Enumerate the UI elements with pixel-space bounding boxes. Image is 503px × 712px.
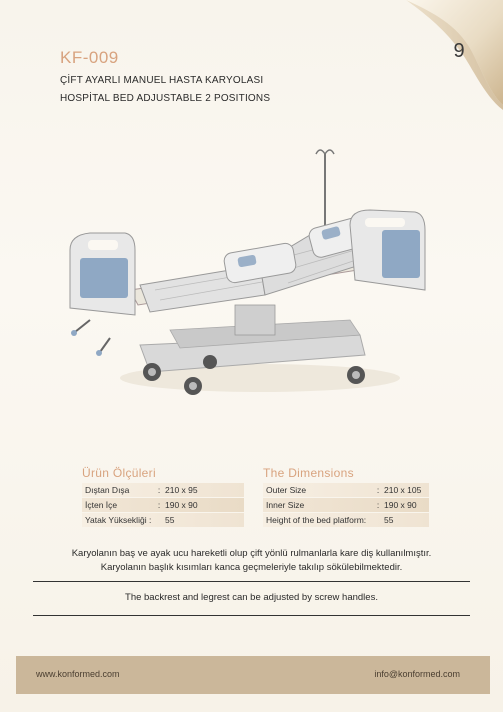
dimensions-table-tr (82, 466, 244, 528)
product-title-en: HOSPİTAL BED ADJUSTABLE 2 POSITIONS (60, 93, 271, 104)
table-row (82, 498, 244, 512)
foot-board (70, 233, 135, 315)
dimensions-heading-tr: Ürün Ölçüleri (82, 466, 156, 480)
page-number: 9 (453, 40, 465, 62)
spec-value: 210 x 95 (165, 485, 198, 495)
product-code: KF-009 (60, 48, 119, 67)
hospital-bed-image (60, 140, 445, 410)
divider (33, 615, 470, 616)
head-board (350, 210, 425, 290)
page-curl-decoration (388, 0, 503, 110)
description-note-en: The backrest and legrest can be adjusted by screw handles. (125, 592, 378, 603)
description-line-1: Karyolanın baş ve ayak ucu hareketli olup çift yönlü rulmanlarla kare diş kullanılmıştır. (71, 548, 432, 559)
spec-label: Height of the bed platform: (266, 515, 367, 525)
spec-value: 55 (165, 515, 175, 525)
spec-label: Inner Size (266, 500, 305, 510)
description-line-2: Karyolanın başlık kısımları kanca geçmeleriyle takılıp sökülebilmektedir. (100, 562, 403, 573)
spec-label: Yatak Yüksekliği : (85, 515, 152, 525)
spec-label: İçten İçe (85, 500, 118, 510)
spec-colon: : (157, 500, 161, 510)
email-link[interactable]: info@konformed.com (374, 669, 460, 679)
divider (33, 581, 470, 582)
crank-handles (71, 320, 110, 356)
spec-label: Outer Size (266, 485, 307, 495)
table-row (263, 498, 429, 512)
bed-chassis (140, 305, 365, 372)
table-row (82, 513, 244, 527)
spec-value: 55 (384, 515, 394, 525)
spec-colon: : (157, 485, 161, 495)
spec-value: 190 x 90 (384, 500, 417, 510)
dimensions-table-en (263, 466, 429, 528)
table-row (263, 483, 429, 497)
table-row (263, 513, 429, 527)
website-link[interactable]: www.konformed.com (36, 669, 120, 679)
table-row (82, 483, 244, 497)
product-title-tr: ÇİFT AYARLI MANUEL HASTA KARYOLASI (60, 75, 264, 86)
spec-label: Dıştan Dışa (85, 485, 130, 495)
spec-colon: : (376, 485, 380, 495)
footer-band (16, 656, 490, 694)
spec-colon: : (376, 500, 380, 510)
spec-value: 210 x 105 (384, 485, 422, 495)
spec-value: 190 x 90 (165, 500, 198, 510)
dimensions-heading-en: The Dimensions (263, 466, 354, 480)
